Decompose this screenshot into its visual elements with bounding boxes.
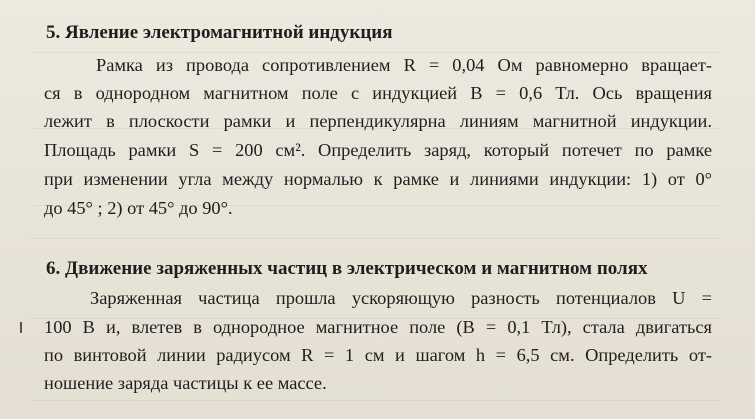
section-5-line: лежит в плоскости рамки и перпендикулярна линиям магнитной индукции. — [44, 111, 712, 131]
section-5-line: Рамка из провода сопротивлением R = 0,04 Ом равномерно вращает- — [96, 55, 712, 75]
section-5-line: до 45° ; 2) от 45° до 90°. — [44, 198, 233, 218]
section-5-line: при изменении угла между нормалью к рамке и линиями индукции: 1) от 0° — [44, 169, 712, 189]
section-6-line: ношение заряда частицы к ее массе. — [44, 373, 327, 393]
bleed-through-line — [30, 238, 720, 239]
margin-mark — [20, 322, 22, 333]
section-5-title: 5. Явление электромагнитной индукция — [46, 22, 393, 43]
section-6-line: Заряженная частица прошла ускоряющую разность потенциалов U = — [90, 288, 712, 308]
section-5-line: ся в однородном магнитном поле с индукцией B = 0,6 Тл. Ось вращения — [44, 83, 712, 103]
section-6-line: по винтовой линии радиусом R = 1 см и шагом h = 6,5 см. Определить от- — [44, 345, 712, 365]
section-5-line: Площадь рамки S = 200 см². Определить заряд, который потечет по рамке — [44, 140, 712, 160]
section-6-title: 6. Движение заряженных частиц в электрическом и магнитном полях — [46, 258, 648, 279]
bleed-through-line — [30, 400, 720, 401]
section-6-line: 100 В и, влетев в однородное магнитное поле (B = 0,1 Тл), стала двигаться — [44, 317, 712, 337]
